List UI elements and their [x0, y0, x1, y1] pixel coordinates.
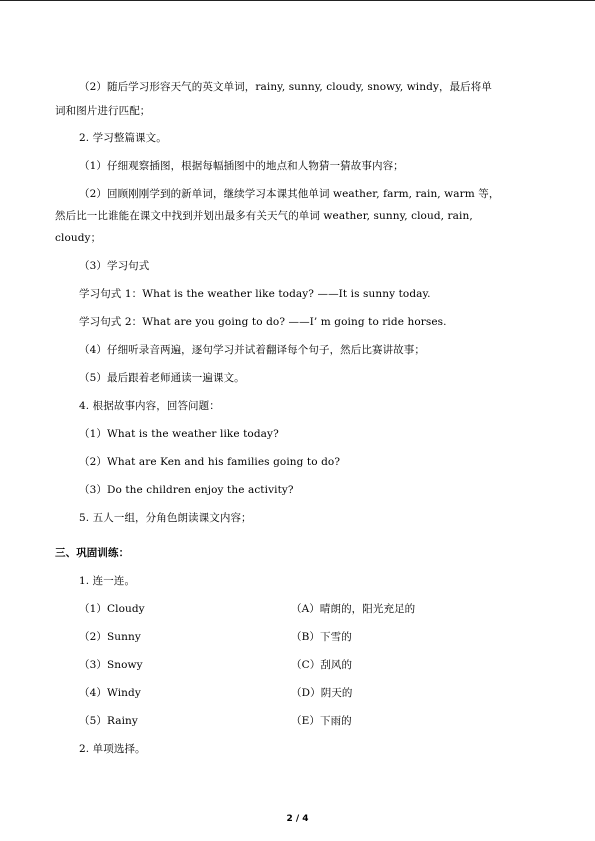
match-left-1: （1）Cloudy — [79, 603, 145, 615]
sentence-pattern-2: 学习句式 2：What are you going to do? ——I’ m going to ride horses. — [79, 316, 447, 328]
match-right-2: （B）下雪的 — [291, 631, 352, 643]
step-2-heading: 2. 学习整篇课文。 — [79, 132, 167, 144]
step-2-2-line-2: 词和图片进行匹配； — [55, 105, 151, 117]
match-left-2: （2）Sunny — [79, 631, 141, 643]
question-3: （3）Do the children enjoy the activity? — [79, 484, 294, 496]
step-2-item-4: （4）仔细听录音两遍，逐句学习并试着翻译每个句子，然后比赛讲故事； — [79, 344, 425, 356]
step-2-2-line-1: （2）随后学习形容天气的英文单词，rainy, sunny, cloudy, snowy, windy，最后将单 — [79, 81, 492, 93]
page-top-border — [0, 0, 595, 1]
step-2-item-1: （1）仔细观察插图，根据每幅插图中的地点和人物猜一猜故事内容； — [79, 160, 404, 172]
page-number: 2 / 4 — [286, 814, 309, 824]
sentence-pattern-1: 学习句式 1：What is the weather like today? ——It is sunny today. — [79, 288, 431, 300]
match-right-3: （C）刮风的 — [291, 659, 353, 671]
question-1: （1）What is the weather like today? — [79, 428, 279, 440]
exercise-1-title: 1. 连一连。 — [79, 575, 136, 587]
step-2-item-3: （3）学习句式 — [79, 260, 150, 272]
match-right-5: （E）下雨的 — [291, 715, 352, 727]
step-2-item-2-line-2: 然后比一比谁能在课文中找到并划出最多有关天气的单词 weather, sunny, cloud, rain, — [55, 210, 473, 222]
match-right-1: （A）晴朗的，阳光充足的 — [291, 603, 416, 615]
match-left-4: （4）Windy — [79, 687, 141, 699]
step-2-item-2-line-1: （2）回顾刚刚学到的新单词，继续学习本课其他单词 weather, farm, rain, warm 等， — [79, 188, 500, 200]
step-2-item-2-line-3: cloudy； — [55, 232, 102, 244]
question-2: （2）What are Ken and his families going to do? — [79, 456, 341, 468]
step-2-item-5: （5）最后跟着老师通读一遍课文。 — [79, 372, 245, 384]
step-4-heading: 4. 根据故事内容，回答问题： — [79, 400, 220, 412]
section-3-heading: 三、巩固训练： — [55, 547, 130, 559]
exercise-2-title: 2. 单项选择。 — [79, 743, 146, 755]
match-left-5: （5）Rainy — [79, 715, 138, 727]
step-5-heading: 5. 五人一组，分角色朗读课文内容； — [79, 512, 252, 524]
match-left-3: （3）Snowy — [79, 659, 143, 671]
match-right-4: （D）阴天的 — [291, 687, 353, 699]
